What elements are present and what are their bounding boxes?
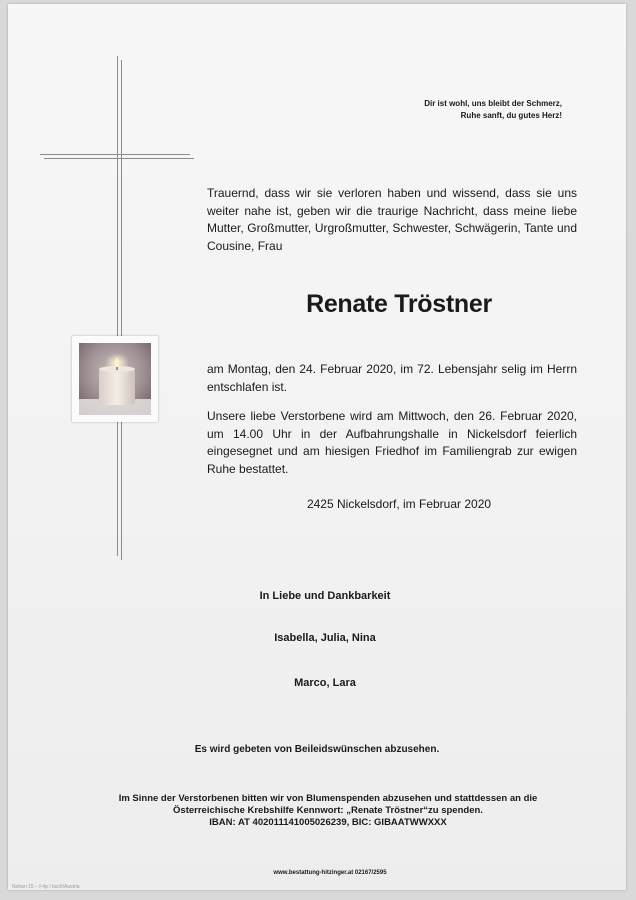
motto-line-2: Ruhe sanft, du gutes Herz! (460, 111, 562, 120)
intro-paragraph: Trauernd, dass wir sie verloren haben und wissend, dass sie uns weiter nahe ist, geben wir die traurige Nachricht, dass meine liebe Mutter, Großmutter, Urgroßmutter, Schwester, Schwägerin, Tante und Cousine, Frau (207, 186, 577, 253)
obituary-page (8, 4, 626, 890)
death-notice: am Montag, den 24. Februar 2020, im 72. Lebensjahr selig im Herrn entschlafen ist. (207, 362, 577, 394)
corner-code: Nohan 15 – f-4p / bsch/Austria (12, 884, 80, 890)
motto-line-1: Dir ist wohl, uns bleibt der Schmerz, (424, 99, 562, 108)
motto-verse (412, 98, 562, 122)
mourners-line-1: Isabella, Julia, Nina (274, 632, 376, 644)
mourners-line-2: Marco, Lara (294, 677, 356, 689)
mourners-heading: In Liebe und Dankbarkeit (259, 590, 391, 602)
place-date: 2425 Nickelsdorf, im Februar 2020 (306, 497, 492, 511)
donation-line-2: Österreichische Krebshilfe Kennwort: „Renate Tröstner“zu spenden. (173, 805, 483, 816)
condolence-note: Es wird gebeten von Beileidswünschen abzusehen. (194, 744, 440, 755)
footer-url: www.bestattung-hitzinger.at 02167/2595 (273, 870, 387, 876)
donation-request (78, 793, 578, 829)
deceased-name: Renate Tröstner (306, 290, 492, 318)
candle-icon (79, 343, 151, 415)
donation-iban: IBAN: AT 402011141005026239, BIC: GIBAATWWXXX (209, 817, 447, 828)
funeral-details: Unsere liebe Verstorbene wird am Mittwoch, den 26. Februar 2020, um 14.00 Uhr in der Aufbahrungshalle in Nickelsdorf feierlich eingesegnet und am hiesigen Friedhof im Familiengrab zur ewigen Ruhe bestattet. (207, 409, 577, 476)
donation-line-1: Im Sinne der Verstorbenen bitten wir von Blumenspenden abzusehen und stattdessen an die (118, 793, 538, 804)
candle-photo (72, 336, 158, 422)
